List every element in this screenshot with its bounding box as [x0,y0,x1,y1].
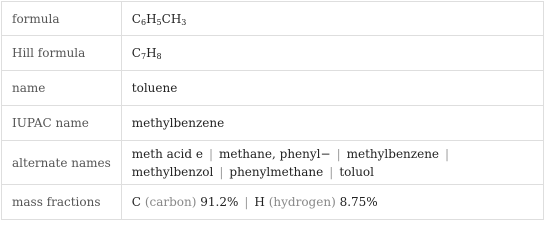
hill-formula-subscript: 8 [156,52,162,61]
iupac-name-value: methylbenzene [121,106,543,141]
properties-table [1,1,544,220]
alternate-name: phenylmethane [229,164,324,179]
element-name: (hydrogen) [268,195,336,209]
element-name: (carbon) [144,195,197,209]
formula-value [121,2,543,36]
mass-fractions-label: mass fractions [2,185,122,220]
mass-percent: 8.75% [339,195,378,209]
alternate-name: methane, phenyl− [219,146,331,161]
separator: | [445,146,450,161]
element-symbol: H [254,195,265,209]
hill-formula-subscript: 7 [140,52,147,61]
alternate-name: methylbenzene [346,146,440,161]
hill-formula-part: H [146,46,157,60]
formula-subscript: 6 [140,17,147,27]
alternate-name: toluol [339,164,374,179]
separator: | [329,164,334,179]
hill-formula-label: Hill formula [2,36,122,71]
separator: | [219,164,224,179]
name-value: toluene [121,71,543,106]
mass-percent: 91.2% [200,195,239,209]
formula-label: formula [2,2,122,36]
formula-subscript: 5 [156,17,162,27]
table-row-name [2,71,544,106]
alternate-names-value [121,141,543,185]
hill-formula-value [121,36,543,71]
alternate-name: methylbenzol [131,164,214,179]
mass-fractions-value [121,185,543,220]
alternate-names-label: alternate names [2,141,122,185]
table-row-hill-formula [2,36,544,71]
formula-part: CH [161,11,182,26]
table-row-iupac-name [2,106,544,141]
table-row-formula [2,2,544,36]
alternate-names-line-1 [132,145,533,163]
formula-subscript: 3 [181,17,187,27]
alternate-name: meth acid e [131,146,203,161]
table-row-mass-fractions [2,185,544,220]
separator: | [208,146,213,161]
formula-part: H [146,11,157,26]
formula-part: C [131,11,141,26]
separator: | [244,195,249,209]
iupac-name-label: IUPAC name [2,106,122,141]
alternate-names-line-2 [132,163,533,181]
separator: | [336,146,341,161]
name-label: name [2,71,122,106]
hill-formula-part: C [131,46,141,60]
table-row-alternate-names [2,141,544,185]
element-symbol: C [131,195,141,209]
